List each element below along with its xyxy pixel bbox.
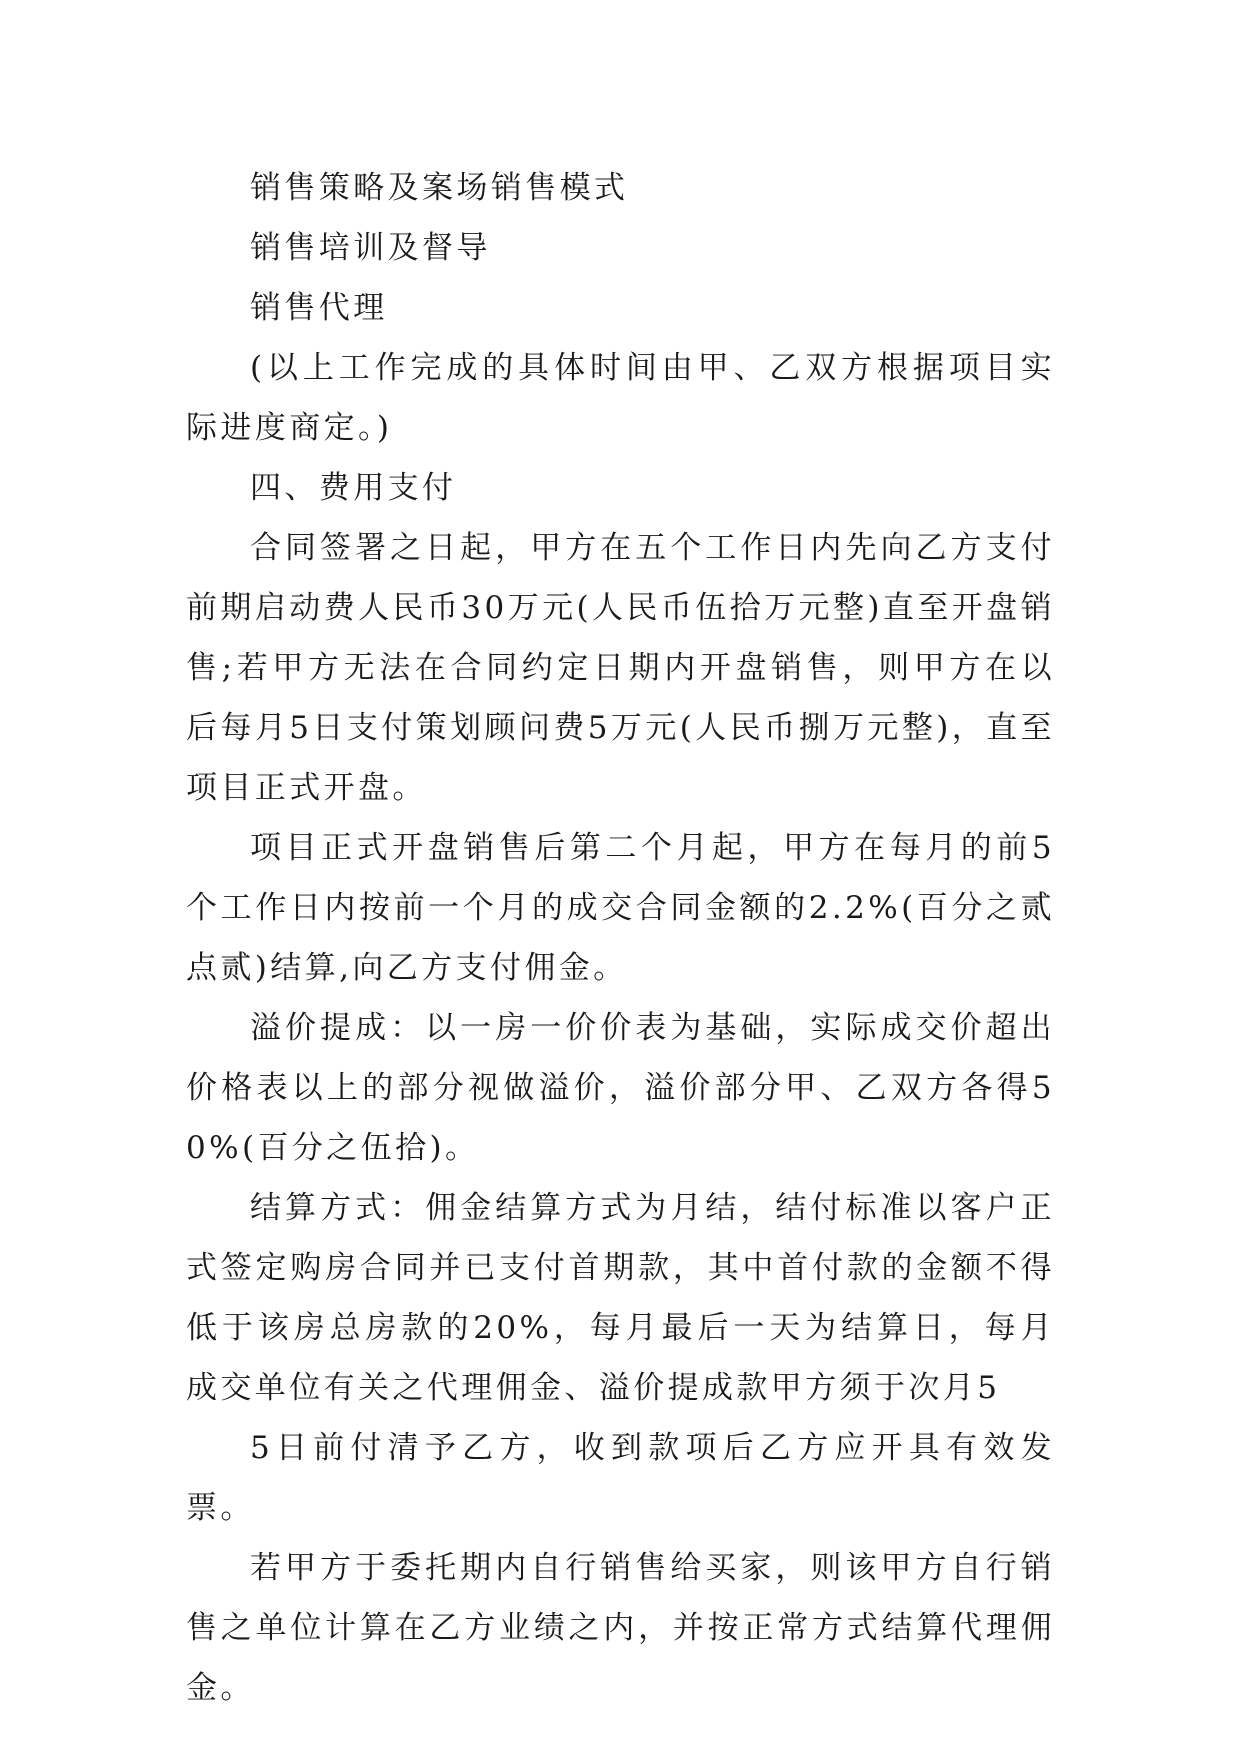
paragraph-self-sales: 若甲方于委托期内自行销售给买家，则该甲方自行销售之单位计算在乙方业绩之内，并按正常方式结算代理佣金。: [186, 1550, 1055, 1706]
paragraph-premium-bonus: 溢价提成：以一房一价价表为基础，实际成交价超出价格表以上的部分视做溢价，溢价部分甲、乙双方各得50%(百分之伍拾)。: [186, 1010, 1055, 1166]
paragraph-payment-deadline: 5日前付清予乙方，收到款项后乙方应开具有效发票。: [186, 1430, 1055, 1526]
paragraph-sales-strategy: 销售策略及案场销售模式: [250, 170, 629, 206]
paragraph-schedule-note: (以上工作完成的具体时间由甲、乙双方根据项目实际进度商定。): [186, 350, 1055, 446]
paragraph-startup-fee: 合同签署之日起，甲方在五个工作日内先向乙方支付前期启动费人民币30万元(人民币伍拾万元整)直至开盘销售;若甲方无法在合同约定日期内开盘销售，则甲方在以后每月5日支付策划顾问费5万元(人民币捌万元整)，直至项目正式开盘。: [186, 530, 1055, 806]
paragraph-commission: 项目正式开盘销售后第二个月起，甲方在每月的前5个工作日内按前一个月的成交合同金额的2.2%(百分之贰点贰)结算,向乙方支付佣金。: [186, 830, 1055, 986]
paragraph-sales-agency: 销售代理: [250, 290, 388, 326]
section-heading-fee-payment: 四、费用支付: [250, 470, 457, 506]
document-body: [186, 158, 1055, 1718]
paragraph-settlement-method: 结算方式：佣金结算方式为月结，结付标准以客户正式签定购房合同并已支付首期款，其中首付款的金额不得低于该房总房款的20%，每月最后一天为结算日，每月成交单位有关之代理佣金、溢价提成款甲方须于次月5: [186, 1190, 1055, 1406]
paragraph-sales-training: 销售培训及督导: [250, 230, 491, 266]
